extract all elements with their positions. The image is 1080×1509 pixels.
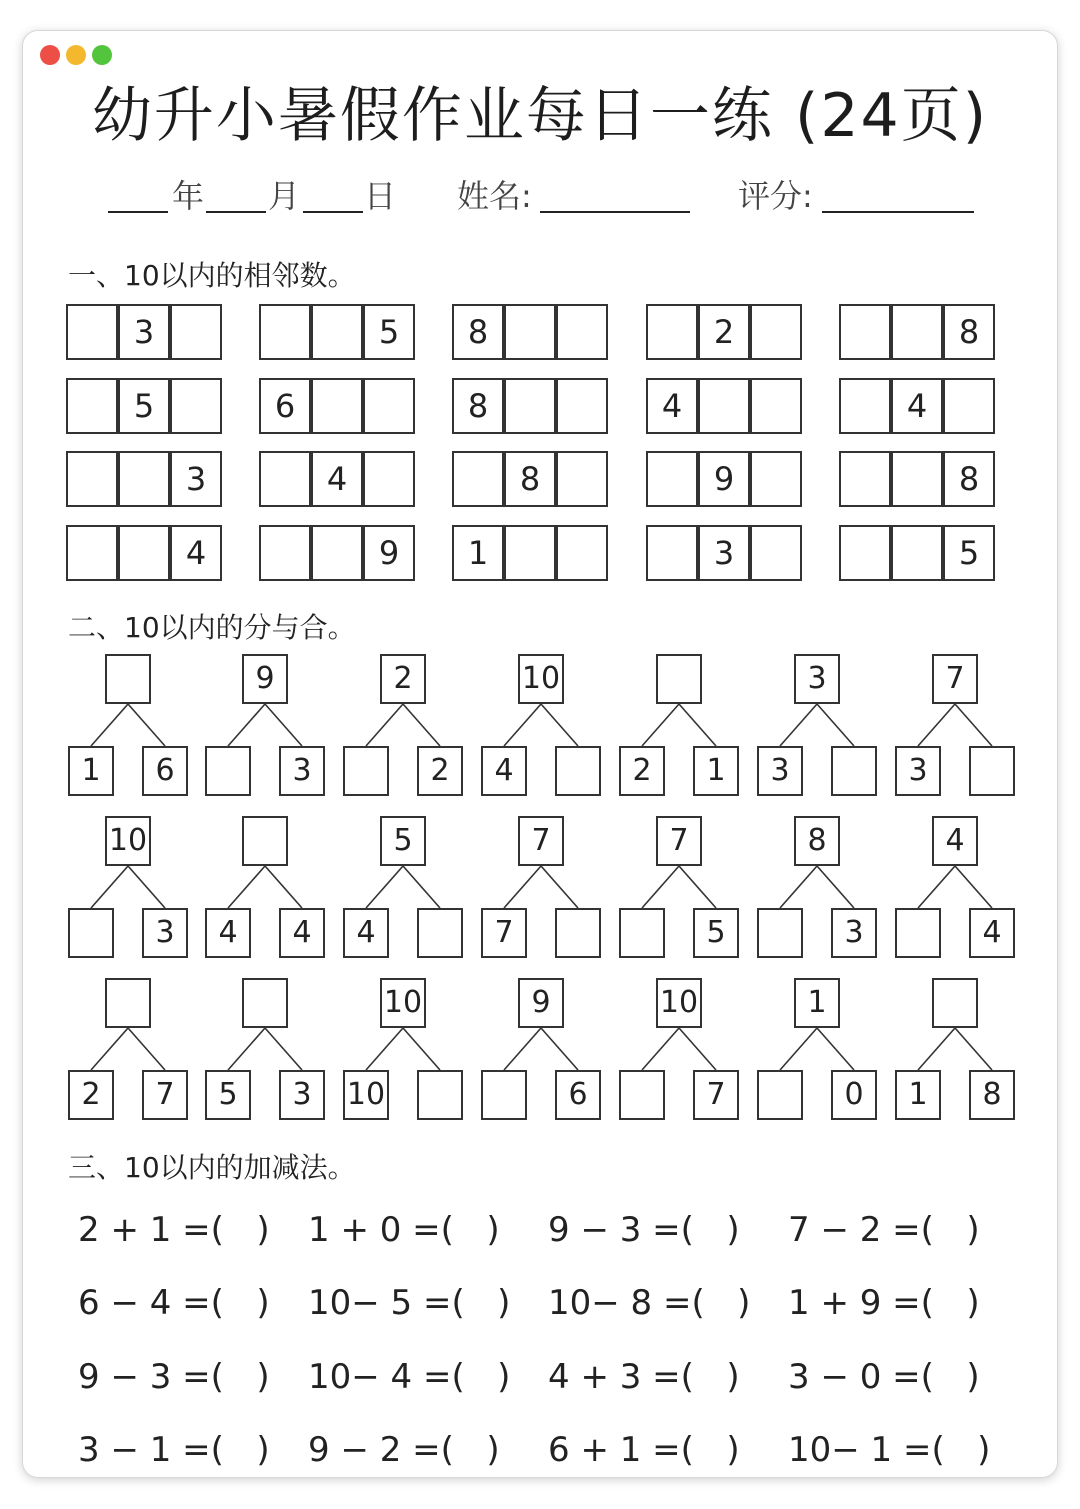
bond-left-box: 4: [481, 746, 527, 796]
bond-top-box[interactable]: [932, 978, 978, 1028]
bond-top-box: 5: [380, 816, 426, 866]
adjacent-number-cell[interactable]: [891, 451, 943, 507]
adjacent-number-cell: 4: [170, 525, 222, 581]
bond-left-box[interactable]: [757, 1070, 803, 1120]
adjacent-number-cell[interactable]: [891, 304, 943, 360]
year-blank[interactable]: [108, 211, 168, 213]
bond-left-box: 4: [205, 908, 251, 958]
month-blank[interactable]: [206, 211, 266, 213]
bond-left-box: 5: [205, 1070, 251, 1120]
adjacent-number-cell: 5: [943, 525, 995, 581]
bond-right-box: 6: [555, 1070, 601, 1120]
bond-left-box[interactable]: [205, 746, 251, 796]
bond-left-box[interactable]: [619, 1070, 665, 1120]
bond-left-box: 7: [481, 908, 527, 958]
bond-right-box: 1: [693, 746, 739, 796]
bond-right-box: 7: [142, 1070, 188, 1120]
score-blank[interactable]: [822, 211, 974, 213]
adjacent-number-cell: 3: [698, 525, 750, 581]
adjacent-number-cell: 6: [259, 378, 311, 434]
arithmetic-equation[interactable]: 9 − 3 =( ): [548, 1210, 740, 1250]
section3-title: 三、10以内的加减法。: [68, 1151, 356, 1184]
bond-left-box: 3: [757, 746, 803, 796]
bond-left-box: 2: [68, 1070, 114, 1120]
adjacent-number-cell[interactable]: [839, 451, 891, 507]
bond-right-box[interactable]: [969, 746, 1015, 796]
adjacent-number-cell: 9: [363, 525, 415, 581]
arithmetic-equation[interactable]: 10− 1 =( ): [788, 1430, 991, 1470]
adjacent-number-cell: 8: [504, 451, 556, 507]
adjacent-number-cell: 4: [891, 378, 943, 434]
adjacent-number-cell: 8: [943, 451, 995, 507]
adjacent-number-cell[interactable]: [452, 451, 504, 507]
adjacent-number-cell[interactable]: [259, 304, 311, 360]
bond-left-box: 1: [895, 1070, 941, 1120]
bond-right-box: 7: [693, 1070, 739, 1120]
bond-right-box: 6: [142, 746, 188, 796]
adjacent-number-cell: 3: [170, 451, 222, 507]
adjacent-number-cell: 8: [452, 304, 504, 360]
arithmetic-equation[interactable]: 3 − 1 =( ): [78, 1430, 270, 1470]
bond-top-box[interactable]: [105, 654, 151, 704]
adjacent-number-cell[interactable]: [891, 525, 943, 581]
day-label: 日: [364, 177, 397, 215]
arithmetic-equation[interactable]: 6 + 1 =( ): [548, 1430, 740, 1470]
adjacent-number-cell[interactable]: [646, 451, 698, 507]
adjacent-number-cell[interactable]: [118, 451, 170, 507]
bond-top-box: 7: [518, 816, 564, 866]
bond-left-box: 10: [343, 1070, 389, 1120]
adjacent-number-cell[interactable]: [311, 304, 363, 360]
bond-top-box: 10: [105, 816, 151, 866]
adjacent-number-cell[interactable]: [504, 304, 556, 360]
adjacent-number-cell: 5: [118, 378, 170, 434]
adjacent-number-cell[interactable]: [311, 378, 363, 434]
bond-top-box: 4: [932, 816, 978, 866]
bond-top-box: 10: [518, 654, 564, 704]
adjacent-number-cell[interactable]: [750, 304, 802, 360]
adjacent-number-cell[interactable]: [504, 378, 556, 434]
adjacent-number-cell: 4: [646, 378, 698, 434]
adjacent-number-cell: 9: [698, 451, 750, 507]
bond-top-box[interactable]: [105, 978, 151, 1028]
adjacent-number-cell[interactable]: [363, 378, 415, 434]
adjacent-number-cell[interactable]: [556, 451, 608, 507]
bond-right-box: 5: [693, 908, 739, 958]
worksheet-title: 幼升小暑假作业每日一练 (24页): [91, 81, 989, 151]
arithmetic-equation[interactable]: 10− 8 =( ): [548, 1283, 751, 1323]
bond-top-box: 9: [242, 654, 288, 704]
bond-right-box[interactable]: [417, 1070, 463, 1120]
adjacent-number-cell[interactable]: [750, 525, 802, 581]
adjacent-number-cell[interactable]: [66, 378, 118, 434]
arithmetic-equation[interactable]: 10− 5 =( ): [308, 1283, 511, 1323]
score-label: 评分:: [738, 177, 813, 215]
bond-right-box: 4: [279, 908, 325, 958]
adjacent-number-cell: 2: [698, 304, 750, 360]
bond-right-box: 3: [831, 908, 877, 958]
bond-left-box: 4: [343, 908, 389, 958]
bond-right-box: 8: [969, 1070, 1015, 1120]
adjacent-number-cell[interactable]: [750, 451, 802, 507]
bond-top-box: 10: [380, 978, 426, 1028]
adjacent-number-cell[interactable]: [66, 525, 118, 581]
bond-left-box: 3: [895, 746, 941, 796]
arithmetic-equation[interactable]: 2 + 1 =( ): [78, 1210, 270, 1250]
adjacent-number-cell[interactable]: [943, 378, 995, 434]
bond-right-box: 2: [417, 746, 463, 796]
bond-right-box[interactable]: [831, 746, 877, 796]
adjacent-number-cell[interactable]: [646, 525, 698, 581]
adjacent-number-cell[interactable]: [66, 304, 118, 360]
bond-left-box[interactable]: [343, 746, 389, 796]
bond-right-box[interactable]: [555, 908, 601, 958]
adjacent-number-cell: 3: [118, 304, 170, 360]
bond-top-box: 2: [380, 654, 426, 704]
adjacent-number-cell[interactable]: [839, 378, 891, 434]
adjacent-number-cell[interactable]: [698, 378, 750, 434]
name-label: 姓名:: [457, 177, 532, 215]
adjacent-number-cell[interactable]: [504, 525, 556, 581]
adjacent-number-cell[interactable]: [556, 525, 608, 581]
bond-top-box[interactable]: [242, 978, 288, 1028]
bond-left-box[interactable]: [619, 908, 665, 958]
minimize-window-button[interactable]: [66, 45, 86, 65]
bond-left-box[interactable]: [481, 1070, 527, 1120]
adjacent-number-cell[interactable]: [839, 304, 891, 360]
bond-top-box[interactable]: [656, 654, 702, 704]
arithmetic-equation[interactable]: 10− 4 =( ): [308, 1357, 511, 1397]
adjacent-number-cell[interactable]: [66, 451, 118, 507]
arithmetic-equation[interactable]: 4 + 3 =( ): [548, 1357, 740, 1397]
bond-left-box[interactable]: [757, 908, 803, 958]
bond-top-box: 7: [932, 654, 978, 704]
arithmetic-equation[interactable]: 3 − 0 =( ): [788, 1357, 980, 1397]
bond-right-box[interactable]: [555, 746, 601, 796]
adjacent-number-cell[interactable]: [259, 525, 311, 581]
bond-top-box: 3: [794, 654, 840, 704]
adjacent-number-cell[interactable]: [556, 304, 608, 360]
arithmetic-equation[interactable]: 1 + 0 =( ): [308, 1210, 500, 1250]
arithmetic-equation[interactable]: 6 − 4 =( ): [78, 1283, 270, 1323]
bond-right-box: 3: [279, 746, 325, 796]
bond-left-box: 2: [619, 746, 665, 796]
adjacent-number-cell: 5: [363, 304, 415, 360]
arithmetic-equation[interactable]: 9 − 2 =( ): [308, 1430, 500, 1470]
name-blank[interactable]: [540, 211, 690, 213]
adjacent-number-cell[interactable]: [118, 525, 170, 581]
bond-left-box[interactable]: [68, 908, 114, 958]
adjacent-number-cell: 1: [452, 525, 504, 581]
adjacent-number-cell[interactable]: [839, 525, 891, 581]
bond-top-box: 9: [518, 978, 564, 1028]
bond-top-box[interactable]: [242, 816, 288, 866]
adjacent-number-cell[interactable]: [311, 525, 363, 581]
bond-right-box[interactable]: [417, 908, 463, 958]
section2-title: 二、10以内的分与合。: [68, 611, 356, 644]
bond-left-box: 1: [68, 746, 114, 796]
bond-top-box: 1: [794, 978, 840, 1028]
adjacent-number-cell: 4: [311, 451, 363, 507]
adjacent-number-cell[interactable]: [170, 378, 222, 434]
bond-top-box: 8: [794, 816, 840, 866]
adjacent-number-cell[interactable]: [750, 378, 802, 434]
bond-right-box: 0: [831, 1070, 877, 1120]
arithmetic-equation[interactable]: 7 − 2 =( ): [788, 1210, 980, 1250]
adjacent-number-cell: 8: [943, 304, 995, 360]
maximize-window-button[interactable]: [92, 45, 112, 65]
arithmetic-equation[interactable]: 9 − 3 =( ): [78, 1357, 270, 1397]
adjacent-number-cell[interactable]: [170, 304, 222, 360]
bond-right-box: 3: [142, 908, 188, 958]
adjacent-number-cell[interactable]: [259, 451, 311, 507]
day-blank[interactable]: [303, 211, 363, 213]
section1-title: 一、10以内的相邻数。: [68, 259, 356, 292]
bond-top-box: 7: [656, 816, 702, 866]
arithmetic-equation[interactable]: 1 + 9 =( ): [788, 1283, 980, 1323]
year-label: 年: [172, 177, 205, 215]
bond-left-box[interactable]: [895, 908, 941, 958]
bond-top-box: 10: [656, 978, 702, 1028]
bond-right-box: 3: [279, 1070, 325, 1120]
bond-right-box: 4: [969, 908, 1015, 958]
month-label: 月: [268, 177, 301, 215]
adjacent-number-cell: 8: [452, 378, 504, 434]
adjacent-number-cell[interactable]: [556, 378, 608, 434]
adjacent-number-cell[interactable]: [646, 304, 698, 360]
adjacent-number-cell[interactable]: [363, 451, 415, 507]
close-window-button[interactable]: [40, 45, 60, 65]
